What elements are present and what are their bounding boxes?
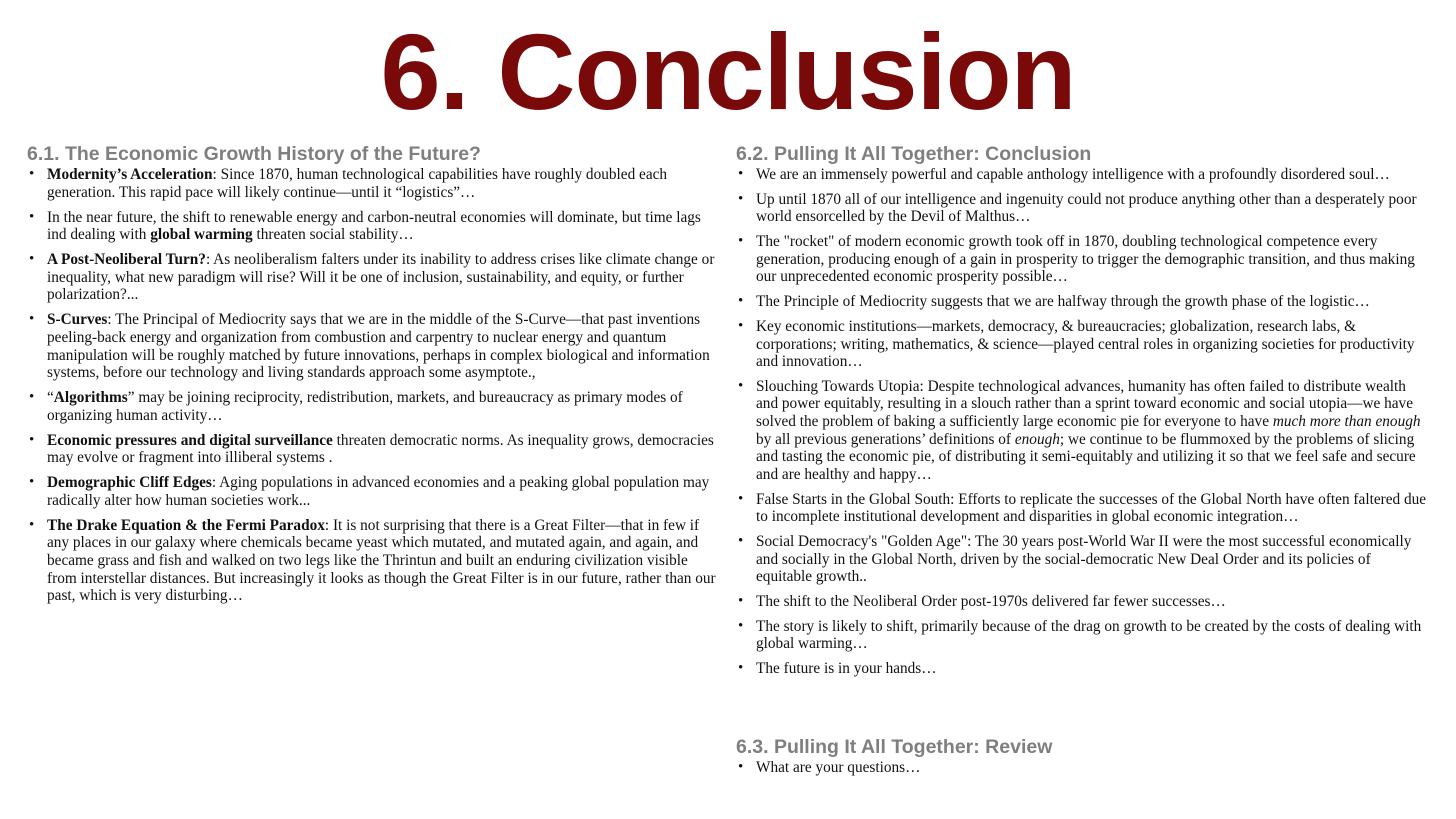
section-heading: 6.2. Pulling It All Together: Conclusion: [736, 143, 1092, 165]
list-item: • False Starts in the Global South: Efforts to replicate the successes of the Global North have often faltered due to incomplete institutional development and disparities in global economic integration…: [736, 491, 1430, 526]
bold-lead: Economic pressures and digital surveillance: [47, 431, 333, 449]
item-text: by all previous generations’ definitions of: [756, 430, 1015, 448]
list-item: • What are your questions…: [736, 759, 1430, 777]
item-text: threaten social stability…: [252, 226, 414, 244]
item-text: ” may be joining reciprocity, redistribution, markets, and bureaucracy as primary modes of organizing human activity…: [47, 389, 683, 424]
item-text: : As neoliberalism falters under its inability to address crises like climate change or inequality, what new paradigm will rise? Will it be one of inclusion, sustainability, and equity, or further polarization?...: [47, 251, 715, 304]
bold-term: Algorithms: [53, 389, 128, 407]
list-item: • We are an immensely powerful and capable anthology intelligence with a profoundly disordered soul…: [736, 166, 1430, 184]
list-item: [27, 389, 719, 424]
section-economic-growth-future: [27, 143, 719, 612]
item-text: : Since 1870, human technological capabilities have roughly doubled each generation. This rapid pace will likely continue—until it “logistics”…: [47, 166, 668, 201]
section-heading: 6.1. The Economic Growth History of the Future?: [27, 143, 481, 165]
list-item: [27, 474, 719, 509]
list-item: [736, 378, 1430, 484]
section-heading: 6.3. Pulling It All Together: Review: [736, 736, 1053, 758]
bullet-list: [27, 166, 719, 605]
list-item: [27, 166, 719, 201]
list-item: • The shift to the Neoliberal Order post-1970s delivered far fewer successes…: [736, 593, 1430, 611]
italic-term: much more than enough: [1272, 413, 1421, 431]
section-conclusion: [736, 143, 1430, 685]
bold-lead: Modernity’s Acceleration: [47, 166, 213, 183]
list-item: • Key economic institutions—markets, democracy, & bureaucracies; globalization, research labs, & corporations; writing, mathematics, & science—played central roles in organizing societies for productivity and innovation…: [736, 318, 1430, 371]
list-item: [27, 251, 719, 304]
list-item: [27, 311, 719, 381]
item-text: : It is not surprising that there is a Great Filter—that in few if any places in our galaxy where chemicals became yeast which mutated, and mutated again, and again, and became grass and fish and walked on two legs like the Thrintun and built an enduring civilization visible from interstellar distances. But increasingly it looks as though the Great Filter is in our future, rather than our past, which is very disturbing…: [47, 516, 716, 605]
list-item: • The "rocket" of modern economic growth took off in 1870, doubling technological competence every generation, producing enough of a gain in prosperity to trigger the demographic transition, and thus making our unprecedented economic prosperity possible…: [736, 233, 1430, 286]
item-text: ; we continue to be flummoxed by the problems of slicing and tasting the economic pie, of distributing it semi-equitably and utilizing it so that we feel safe and secure and are healthy and happy…: [756, 430, 1416, 483]
bullet-list: [736, 759, 1430, 777]
bold-lead: The Drake Equation & the Fermi Paradox: [47, 516, 325, 534]
item-text: In the near future, the shift to renewable energy and carbon-neutral economies will dominate, but time lags ind dealing with: [47, 208, 701, 244]
list-item: • Social Democracy's "Golden Age": The 30 years post-World War II were the most successful economically and socially in the Global North, driven by the social-democratic New Deal Order and its policies of equitable growth..: [736, 533, 1430, 586]
bold-lead: Demographic Cliff Edges: [47, 474, 212, 492]
list-item: • The story is likely to shift, primarily because of the drag on growth to be created by the costs of dealing with global warming…: [736, 618, 1430, 653]
item-text: “: [47, 389, 54, 407]
list-item: [27, 209, 719, 244]
item-text: threaten democratic norms. As inequality grows, democracies may evolve or fragment into illiberal systems .: [47, 431, 714, 467]
list-item: [27, 432, 719, 467]
item-text: Slouching Towards Utopia: Despite technological advances, humanity has often failed to distribute wealth and power equitably, resulting in a slouch rather than a sprint toward economic and social utopia—we have solved the problem of baking a sufficiently large economic pie for everyone to have: [756, 377, 1413, 431]
bold-lead: A Post-Neoliberal Turn?: [47, 251, 206, 269]
list-item: • The future is in your hands…: [736, 660, 1430, 678]
item-text: : Aging populations in advanced economies and a peaking global population may radically alter how human societies work...: [47, 474, 710, 509]
section-review: [736, 736, 1430, 784]
italic-term: enough: [1014, 430, 1060, 448]
list-item: • Up until 1870 all of our intelligence and ingenuity could not produce anything other than a desperately poor world ensorcelled by the Devil of Malthus…: [736, 191, 1430, 226]
item-text: : The Principal of Mediocrity says that we are in the middle of the S-Curve—that past inventions peeling-back energy and organization from combustion and carpentry to nuclear energy and quantum manipulation will be roughly matched by future innovations, perhaps in complex biological and information systems, before our technology and living standards approach some asymptote.,: [47, 311, 710, 382]
list-item: • The Principle of Mediocrity suggests that we are halfway through the growth phase of the logistic…: [736, 293, 1430, 311]
bold-term: global warming: [150, 226, 253, 244]
bold-lead: S-Curves: [47, 311, 108, 329]
list-item: [27, 517, 719, 605]
bullet-list: [736, 166, 1430, 678]
slide-title: 6. Conclusion: [380, 11, 1076, 132]
